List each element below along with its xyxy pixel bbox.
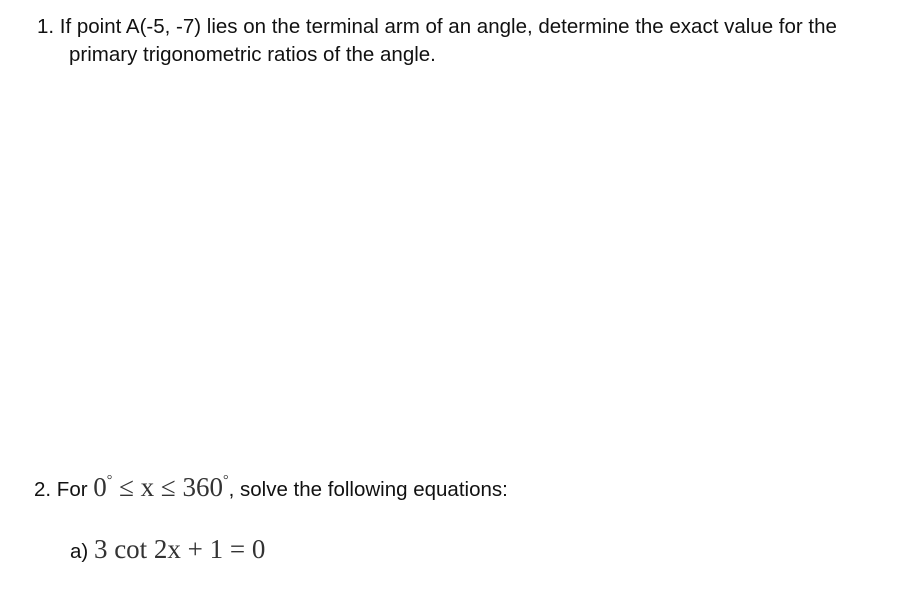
question-2-suffix: , solve the following equations: bbox=[228, 478, 508, 501]
range-start: 0 bbox=[93, 472, 107, 502]
question-2 bbox=[34, 470, 508, 510]
range-start-degree: ° bbox=[106, 473, 113, 488]
question-2-part-a bbox=[70, 532, 265, 569]
range-end-degree: ° bbox=[223, 473, 229, 488]
part-a-equation: 3 cot 2x + 1 = 0 bbox=[93, 534, 266, 564]
question-2-range bbox=[93, 472, 228, 502]
question-1 bbox=[37, 13, 897, 69]
part-a-label: a) bbox=[70, 540, 89, 563]
question-2-prefix: 2. For bbox=[34, 478, 88, 501]
range-inequality: ≤ x ≤ 360 bbox=[112, 472, 223, 502]
question-1-line-1: 1. If point A(-5, -7) lies on the terminal arm of an angle, determine the exact value for the bbox=[37, 15, 837, 38]
question-1-line-2: primary trigonometric ratios of the angle. bbox=[69, 43, 436, 66]
